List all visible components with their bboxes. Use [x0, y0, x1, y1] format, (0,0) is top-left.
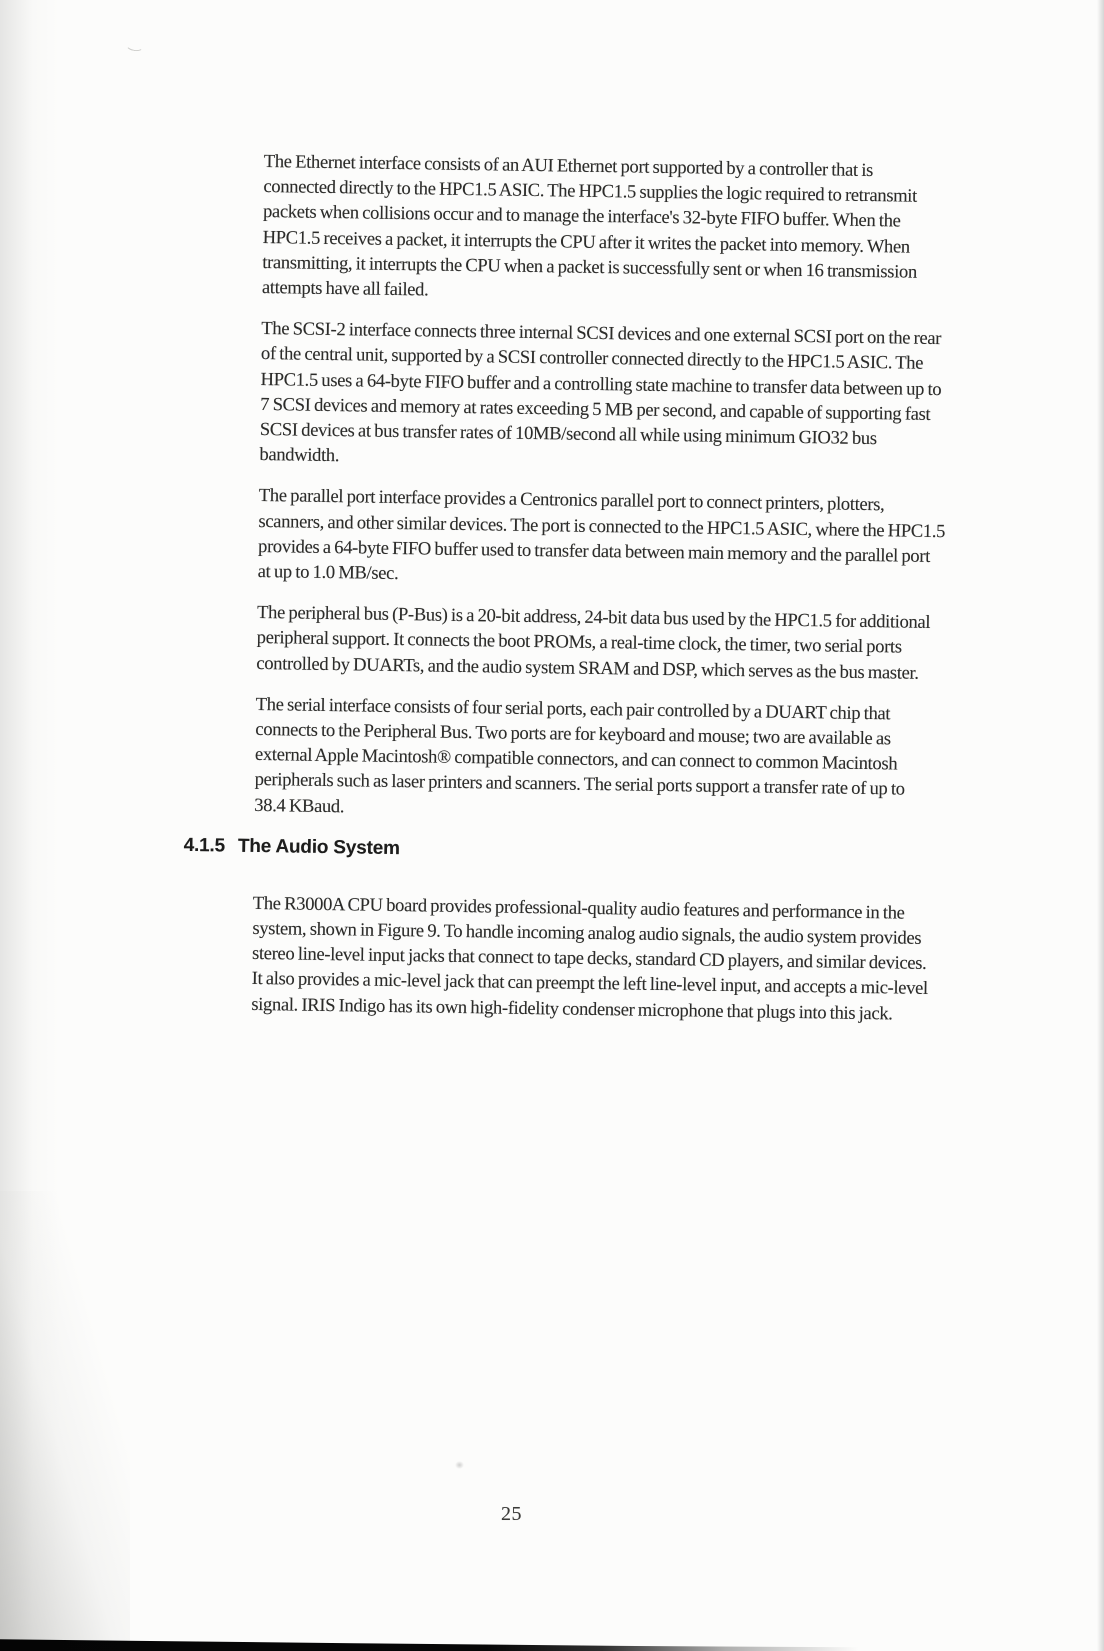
section-number: 4.1.5	[183, 834, 226, 857]
paragraph-ethernet-interface: The Ethernet interface consists of an AUI Ethernet port supported by a controller that is connected directly to the HPC1.5 ASIC. The HPC1.5 supplies the logic required to retransmit packets when collisions occur and to manage the interface's 32-byte FIFO buffer. When the HPC1.5 receives a packet, it interrupts the CPU after it writes the packet into memory. When transmitting, it interrupts the CPU when a packet is successfully sent or when 16 transmission attempts have all failed.	[261, 150, 918, 301]
scan-left-edge-shading	[0, 0, 60, 1651]
section-heading	[183, 833, 1104, 873]
scan-bottom-edge-strip	[0, 1636, 885, 1651]
paragraph-serial-interface: The serial interface consists of four serial ports, each pair controlled by a DUART chip that connects to the Peripheral Bus. Two ports are for keyboard and mouse; two are available as external Apple Macintosh® compatible connectors, and can connect to common Macintosh peripherals such as laser printers and scanners. The serial ports support a transfer rate of up to 38.4 KBaud.	[254, 693, 905, 817]
paragraph-parallel-port: The parallel port interface provides a Centronics parallel port to connect printers, plotters, scanners, and other similar devices. The port is connected to the HPC1.5 ASIC, where the HPC1.5 provides a 64-byte FIFO buffer used to transfer data between main memory and the parallel port at up to 1.0 MB/sec.	[257, 485, 946, 585]
scan-corner-mark	[125, 39, 144, 52]
paragraph-audio-system: The R3000A CPU board provides professional-quality audio features and performance in the system, shown in Figure 9. To handle incoming analog audio signals, the audio system provides stereo line-level input jacks that connect to tape decks, standard CD players, and similar devices. It also provides a mic-level jack that can preempt the left line-level input, and accepts a mic-level signal. IRIS Indigo has its own high-fidelity condenser microphone that plugs into this jack.	[251, 892, 928, 1025]
page-content	[183, 149, 1104, 1046]
paragraph-peripheral-bus: The peripheral bus (P-Bus) is a 20-bit address, 24-bit data bus used by the HPC1.5 for additional peripheral support. It connects the boot PROMs, a real-time clock, the timer, two serial ports controlled by DUARTs, and the audio system SRAM and DSP, which serves as the bus master.	[256, 602, 931, 684]
paragraph-scsi2-interface: The SCSI-2 interface connects three internal SCSI devices and one external SCSI port on the rear of the central unit, supported by a SCSI controller connected directly to the HPC1.5 ASIC. The HPC1.5 uses a 64-byte FIFO buffer and a controlling state machine to transfer data between up to 7 SCSI devices and memory at rates exceeding 5 MB per second, and capable of supporting fast SCSI devices at bus transfer rates of 10MB/second all while using minimum GIO32 bus bandwidth.	[259, 318, 942, 467]
page-number: 25	[501, 1503, 522, 1525]
scan-speck	[455, 1461, 464, 1469]
section-title: The Audio System	[237, 835, 400, 859]
scan-bottom-left-shading	[0, 1191, 130, 1651]
